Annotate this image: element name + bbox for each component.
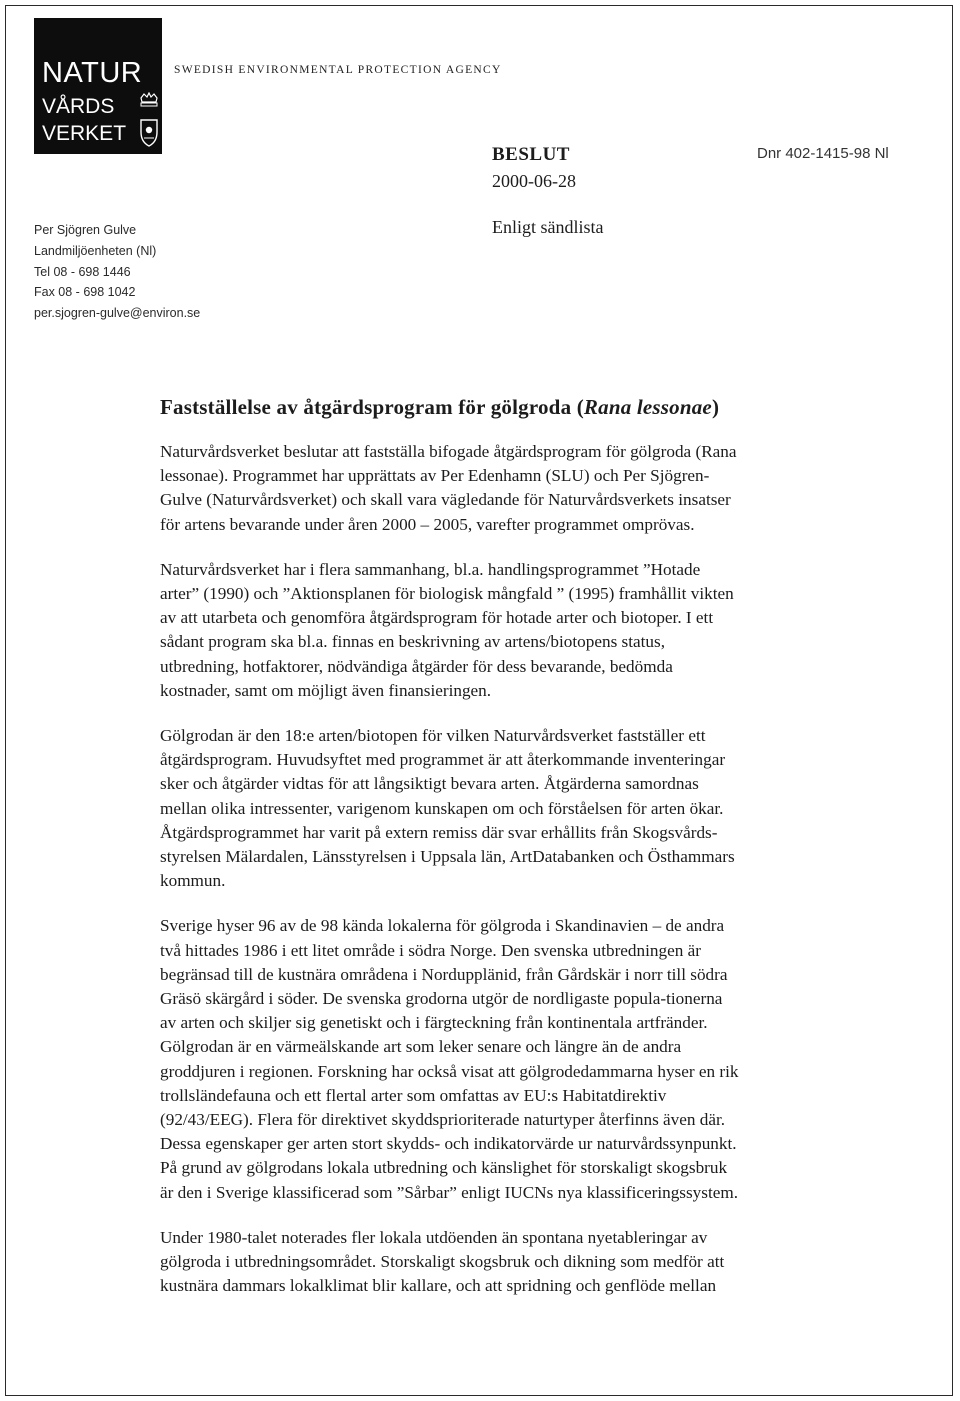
agency-name: SWEDISH ENVIRONMENTAL PROTECTION AGENCY bbox=[174, 64, 502, 76]
text-line: begränsad till de kustnära områdena i Nordupplänid, från Gårdskär i norr till södra bbox=[160, 964, 728, 984]
text-line: (92/43/EEG). Flera för direktivet skyddsprioriterade naturtyper återfinns även där. bbox=[160, 1110, 726, 1130]
crown-crest-icon bbox=[138, 92, 160, 150]
text-line: är den i Sverige klassificerad som ”Sårbar” enligt IUCNs nya klassificeringssystem. bbox=[160, 1182, 739, 1202]
text-line: av att utarbeta och genomföra åtgärdsprogram för hotade arter och biotoper. I ett bbox=[160, 608, 714, 628]
paragraph-3 bbox=[160, 724, 920, 893]
recipient-line: Enligt sändlista bbox=[492, 217, 604, 237]
logo-line-3: VERKET bbox=[42, 122, 127, 145]
text-line: Under 1980-talet noterades fler lokala utdöenden än spontana nyetableringar av bbox=[160, 1227, 708, 1247]
registration-number: Dnr 402-1415-98 Nl bbox=[757, 145, 889, 162]
text-line: arter” (1990) och ”Aktionsplanen för biologisk mångfald ” (1995) framhållit vikten bbox=[160, 584, 734, 604]
text-line: kustnära dammars lokalklimat blir kallare, och att spridning och genflöde mellan bbox=[160, 1276, 717, 1296]
text-line: mellan olika intressenter, varigenom kunskapen om och förståelsen för arten ökar. bbox=[160, 798, 724, 818]
paragraph-2 bbox=[160, 558, 920, 703]
text-line: Gulve (Naturvårdsverket) och skall vara vägledande för Naturvårdsverkets insatser bbox=[160, 490, 731, 510]
text-line: Gölgrodan är en värmeälskande art som leker senare och längre än de andra bbox=[160, 1037, 682, 1057]
logo-line-1: NATUR bbox=[42, 57, 143, 89]
text-line: Åtgärdsprogrammet har varit på extern remiss där svar erhållits från Skogsvårds- bbox=[160, 822, 718, 842]
text-line: sådant program ska bl.a. finnas en beskrivning av artens/biotopens status, bbox=[160, 632, 666, 652]
text-line: På grund av gölgrodans lokala utbredning och känslighet för storskaligt skogsbruk bbox=[160, 1158, 728, 1178]
text-line: utbredning, hotfaktorer, nödvändiga åtgärder för dess bevarande, bedömda bbox=[160, 656, 673, 676]
document-type: BESLUT bbox=[492, 144, 570, 165]
body-text bbox=[160, 440, 920, 1320]
text-line: styrelsen Mälardalen, Länsstyrelsen i Uppsala län, ArtDatabanken och Östhammars bbox=[160, 847, 735, 867]
text-line: Gräsö skärgård i söder. De svenska grodorna utgör de nordligaste popula-tionerna bbox=[160, 989, 723, 1009]
text-line: kommun. bbox=[160, 871, 226, 891]
contact-block bbox=[34, 220, 200, 324]
logo-line-2: VÅRDS bbox=[42, 95, 115, 118]
agency-logo bbox=[34, 18, 162, 154]
title-main: Fastställelse av åtgärdsprogram för gölgroda ( bbox=[160, 395, 584, 419]
text-line: sker och åtgärder vidtas för att långsiktigt bevara arten. Åtgärderna samordnas bbox=[160, 774, 699, 794]
contact-unit: Landmiljöenheten (Nl) bbox=[34, 243, 157, 258]
contact-fax: Fax 08 - 698 1042 bbox=[34, 285, 136, 300]
paragraph-5 bbox=[160, 1226, 920, 1299]
contact-tel: Tel 08 - 698 1446 bbox=[34, 264, 131, 279]
text-line: gölgroda i utbredningsområdet. Storskaligt skogsbruk och dikning som medför att bbox=[160, 1252, 725, 1272]
text-line: Dessa egenskaper ger arten stort skydds- och indikatorvärde ur naturvårdssynpunkt. bbox=[160, 1134, 737, 1154]
paragraph-1 bbox=[160, 440, 920, 537]
title-species: Rana lessonae bbox=[583, 395, 712, 419]
contact-name: Per Sjögren Gulve bbox=[34, 223, 137, 237]
text-line: trollsländefauna och ett flertal arter som omfattas av EU:s Habitatdirektiv bbox=[160, 1085, 667, 1105]
document-date: 2000-06-28 bbox=[492, 171, 576, 191]
contact-email[interactable]: per.sjogren-gulve@environ.se bbox=[34, 306, 201, 321]
text-line: kostnader, samt om möjligt även finansieringen. bbox=[160, 680, 492, 700]
text-line: för artens bevarande under åren 2000 – 2005, varefter programmet omprövas. bbox=[160, 514, 695, 534]
text-line: Sverige hyser 96 av de 98 kända lokalerna för gölgroda i Skandinavien – de andra bbox=[160, 916, 725, 936]
text-line: lessonae). Programmet har upprättats av Per Edenhamn (SLU) och Per Sjögren- bbox=[160, 466, 710, 486]
text-line: åtgärdsprogram. Huvudsyftet med programmet är att återkommande inventeringar bbox=[160, 750, 726, 770]
text-line: groddjuren i regionen. Forskning har också visat att gölgrodedammarna hyser en rik bbox=[160, 1061, 739, 1081]
title-close: ) bbox=[711, 395, 720, 419]
text-line: av arten och skiljer sig genetiskt och i färgteckning från kontinentala artfränder. bbox=[160, 1013, 708, 1033]
document-title bbox=[160, 395, 719, 420]
text-line: Gölgrodan är den 18:e arten/biotopen för vilken Naturvårdsverket fastställer ett bbox=[160, 726, 706, 746]
text-line: två hittades 1986 i ett litet område i södra Norge. Den svenska utbredningen är bbox=[160, 940, 701, 960]
paragraph-4 bbox=[160, 914, 920, 1204]
text-line: Naturvårdsverket beslutar att fastställa bifogade åtgärdsprogram för gölgroda (Rana bbox=[160, 442, 737, 461]
text-line: Naturvårdsverket har i flera sammanhang, bl.a. handlingsprogrammet ”Hotade bbox=[160, 559, 701, 579]
